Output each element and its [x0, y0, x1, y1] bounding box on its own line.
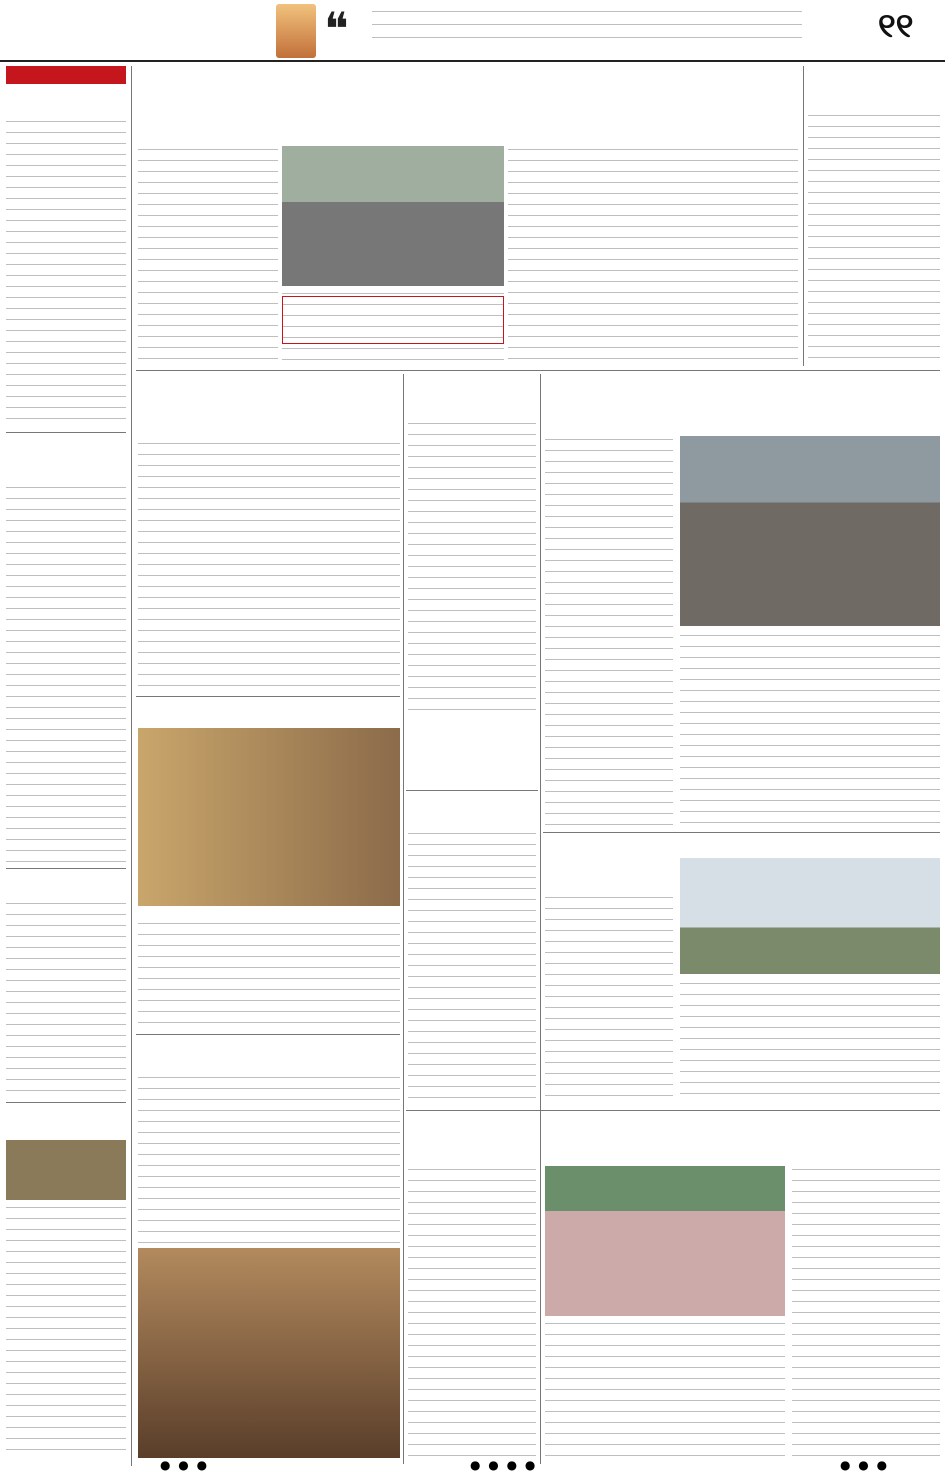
lead-body — [508, 146, 798, 366]
story-body — [138, 920, 400, 1030]
lead-body — [138, 146, 278, 366]
ward-meeting-photo — [138, 1248, 400, 1458]
mela-gate-photo — [680, 858, 940, 974]
sidebar-body — [6, 118, 126, 428]
story-body — [545, 436, 673, 826]
story-body — [138, 440, 400, 690]
book-fair-photo — [545, 1166, 785, 1316]
story-body — [408, 1166, 536, 1456]
print-registration-marks: ● ● ● — [840, 1458, 890, 1472]
story-body — [408, 420, 536, 720]
story-body — [408, 830, 536, 1100]
sidebar-body — [6, 900, 126, 1100]
print-registration-marks: ● ● ● — [160, 1458, 210, 1472]
lead-bullet-box — [282, 296, 504, 344]
sidebar-body — [6, 484, 126, 864]
daily-quote — [372, 8, 802, 60]
story-body — [545, 894, 673, 1104]
deity-image — [276, 4, 316, 58]
quote-line — [372, 8, 802, 16]
story-body — [680, 632, 940, 826]
newspaper-logo — [8, 6, 120, 46]
story-body — [680, 980, 940, 1104]
anganwadi-photo — [138, 728, 400, 906]
page-number: ୧୧ — [878, 6, 914, 46]
quote-attribution — [372, 47, 802, 55]
event-photo — [6, 1140, 126, 1200]
print-registration-marks: ● ● ● ● — [470, 1458, 538, 1472]
sidebar-badge — [6, 66, 126, 84]
sidebar-body — [6, 1204, 126, 1454]
quote-line — [372, 21, 802, 29]
story-body — [138, 1074, 400, 1244]
right-top-body — [808, 112, 940, 362]
story-body — [792, 1166, 940, 1456]
quote-line — [372, 34, 802, 42]
quote-icon: ❝ — [324, 2, 349, 56]
story-body — [545, 1320, 785, 1456]
protest-gate-photo — [680, 436, 940, 626]
pothole-road-photo — [282, 146, 504, 286]
